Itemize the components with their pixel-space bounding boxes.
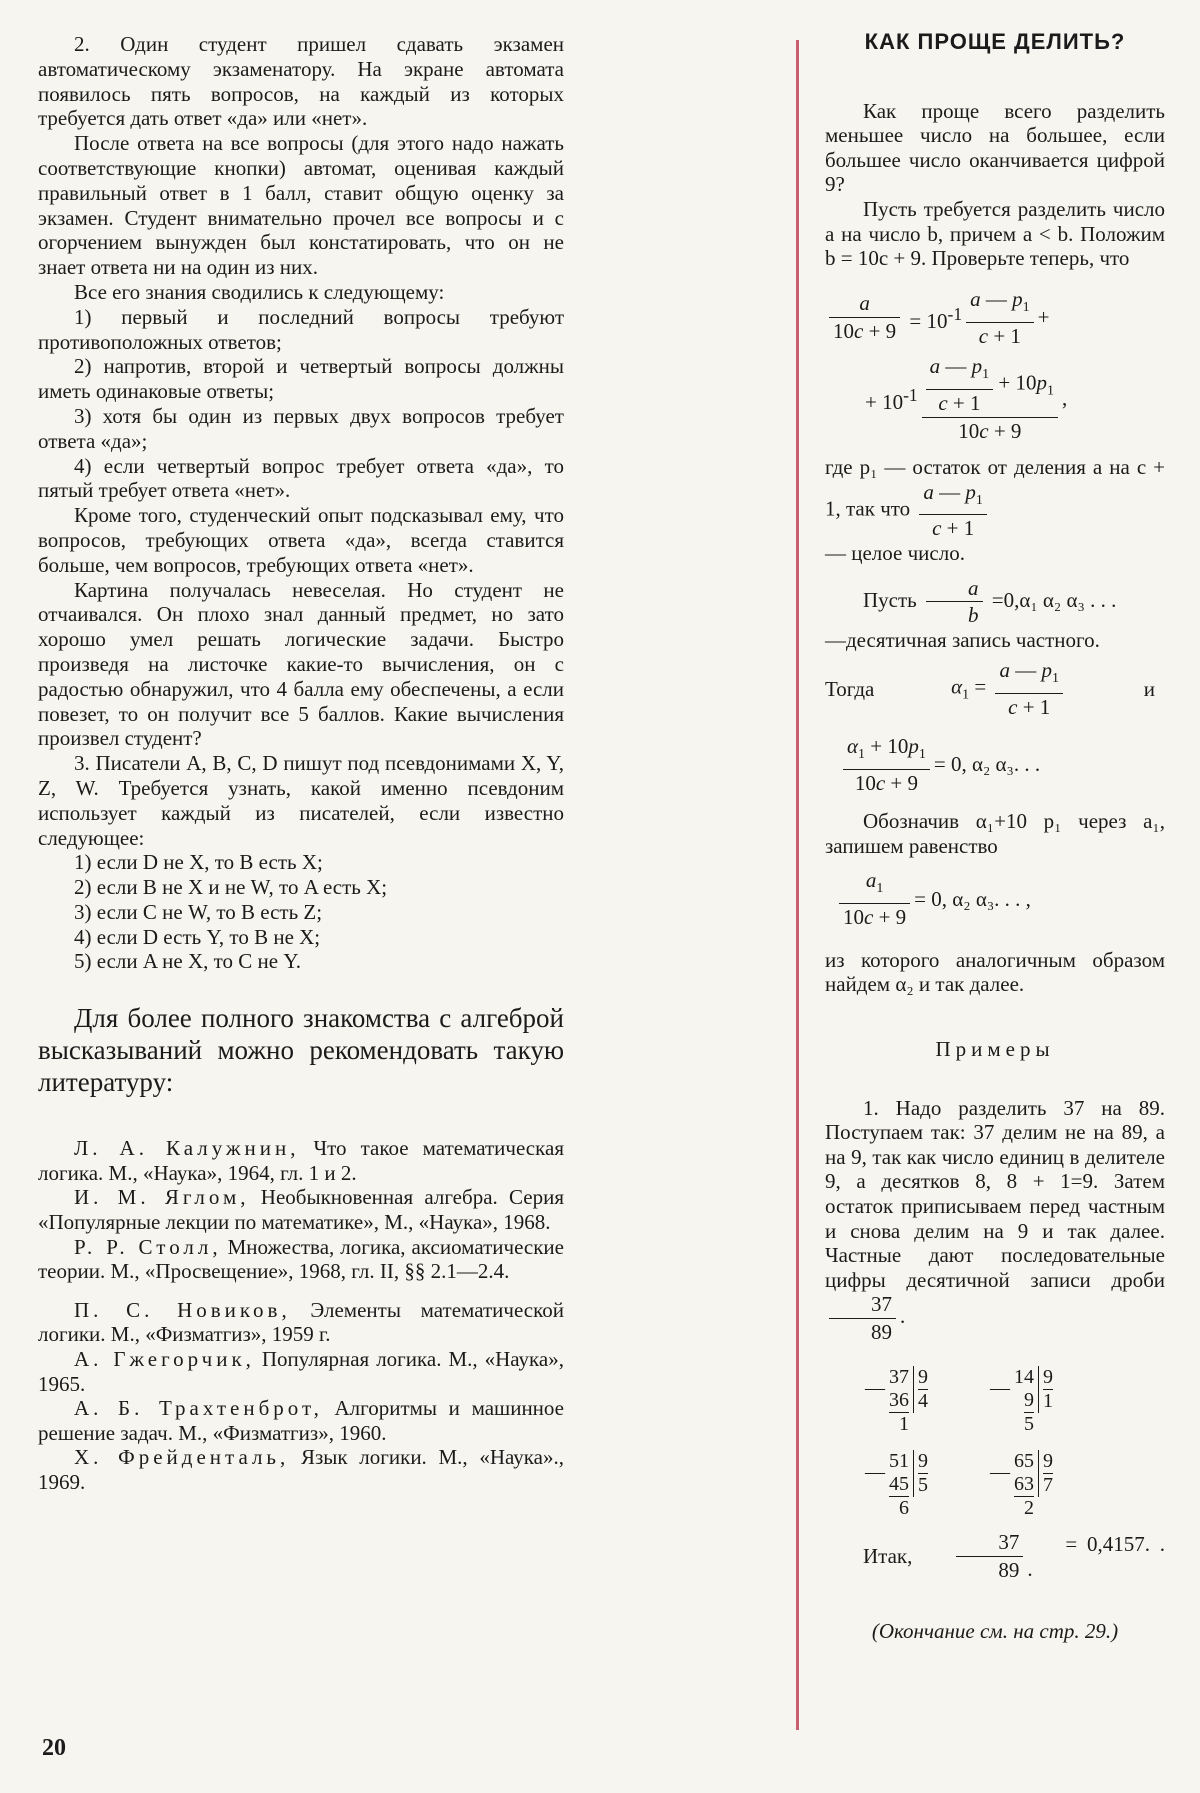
literature-title: Что такое математическая логика. М., «Наука», 1964, гл. 1 и 2. (38, 1136, 564, 1185)
division-step: — 65 63 2 9 7 (990, 1450, 1053, 1520)
problem2-para-2: После ответа на все вопросы (для этого надо нажать соответствующие кнопки) автомат, оценивая каждый правильный ответ в 1 балл, ставит общую оценку за экзамен. Студент внимательно прочел все вопросы и с огорчением вынужден был констатировать, что он не знает ответа ни на один из них. (38, 131, 564, 280)
literature-entry (38, 1347, 564, 1396)
problem3-condition: 2) если B не X и не W, то A есть X; (74, 875, 388, 900)
decimal-line: Пусть $\frac{a}{b}$ =0,α₁ α₂ α₃ . . . (863, 575, 1117, 628)
alpha-formula-tail: = 0, α₂ α₃. . . (933, 752, 1041, 777)
result-value: = 0,4157. . . (1027, 1531, 1165, 1581)
literature-title: Популярная логика. М., «Наука», 1965. (38, 1347, 564, 1396)
a1-formula: $\frac{a_1}{10c + 9}$ = 0, α₂ α₃. . . , (835, 868, 1165, 929)
literature-title: Алгоритмы и машинное решение задач. М., «Физматгиз», 1960. (38, 1396, 565, 1445)
literature-title: Необыкновенная алгебра. Серия «Популярные лекции по математике», М., «Наука», 1968. (38, 1185, 565, 1235)
then-line: Тогда $\alpha_1$ = $\frac{a — p_1}{c + 1}$ и (825, 658, 1155, 720)
problem2-para-1: 2. Один студент пришел сдавать экзамен автоматическому экзаменатору. На экране автомата появилось пять вопросов, на каждый из которых требуется дать ответ «да» или «нет». (38, 32, 564, 131)
literature-title: Элементы математической логики. М., «Физматгиз», 1959 г. (38, 1297, 564, 1347)
problem2-para-4: Кроме того, студенческий опыт подсказывал ему, что вопросов, требующих ответа «да», всегда ставится больше, чем вопросов, требующих ответа «нет». (38, 503, 564, 577)
let-label: Пусть (863, 587, 917, 612)
literature-author: А. Гжегорчик, (74, 1347, 255, 1372)
literature-list (38, 1136, 564, 1494)
problem2-para-3: Все его знания сводились к следующему: (74, 279, 445, 304)
problem3-condition: 4) если D есть Y, то B не X; (74, 924, 321, 949)
problem3-intro: 3. Писатели A, B, C, D пишут под псевдонимами X, Y, Z, W. Требуется узнать, какой именно псевдоним использует каждый из писателей, если известно следующее: (38, 751, 564, 850)
literature-author: Л. А. Калужнин, (74, 1136, 300, 1161)
literature-author: И. М. Яглом, (74, 1185, 250, 1210)
long-division-steps (865, 1366, 1115, 1520)
problem2-condition-4: 4) если четвертый вопрос требует ответа «да», то пятый требует ответа «нет». (38, 453, 564, 503)
a1-formula-tail: = 0, α₂ α₃. . . , (914, 886, 1031, 911)
integer-text: — целое число. (825, 541, 965, 566)
literature-entry (38, 1235, 564, 1284)
literature-entry (38, 1185, 564, 1234)
problem2-condition-1: 1) первый и последний вопросы требуют противоположных ответов; (38, 304, 564, 354)
literature-title: Множества, логика, аксиоматические теории. М., «Просвещение», 1968, гл. II, §§ 2.1—2.4. (38, 1234, 564, 1284)
problem3-condition: 1) если D не X, то B есть X; (74, 850, 323, 875)
decimal-expansion: =0,α₁ α₂ α₃ . . . (991, 587, 1117, 612)
left-column (38, 32, 564, 1495)
problem3-conditions (38, 850, 564, 974)
then-label: Тогда (825, 676, 875, 701)
problem3-condition: 3) если C не W, то B есть Z; (74, 899, 323, 924)
literature-entry (38, 1396, 564, 1445)
column-divider-line (796, 40, 799, 1730)
article-title: КАК ПРОЩЕ ДЕЛИТЬ? (864, 29, 1126, 54)
decimal-note: —десятичная запись частного. (825, 627, 1100, 652)
continuation-note: (Окончание см. на стр. 29.) (871, 1618, 1119, 1643)
literature-author: П. С. Новиков, (74, 1297, 291, 1322)
where-label: где p₁ — остаток от деления a на c + 1, так что (825, 455, 1165, 521)
literature-heading: Для более полного знакомства с алгеброй высказываний можно рекомендовать такую литературу: (38, 1003, 564, 1098)
division-step: — 37 36 1 9 4 (865, 1366, 928, 1436)
literature-entry (38, 1136, 564, 1185)
right-column (825, 30, 1165, 1643)
denote-text: Обозначив α₁+10 p₁ через a₁, запишем равенство (825, 809, 1165, 858)
example-1-body: 1. Надо разделить 37 на 89. Поступаем так: 37 делим не на 89, а на 9, так как число единиц в делителе 9, а десятков 8, 8 + 1=9. Затем остаток приписываем перед частным и снова делим на 9 и так далее. Частные дают последовательные цифры десятичной записи дроби (825, 1095, 1165, 1292)
analog-text: из которого аналогичным образом найдем α₂ и так далее. (825, 947, 1165, 997)
main-formula: $\frac{a}{10c + 9}$ = $10^{-1}$ $\frac{a — p_1}{c + 1}$ + + $10^{-1}$ $\frac{a — p_1}{c + 1}$ + $10p_1$ 10c + 9 , (825, 287, 1165, 443)
problem2-condition-2: 2) напротив, второй и четвертый вопросы должны иметь одинаковые ответы; (38, 354, 564, 404)
division-step: — 14 9 5 9 1 (990, 1366, 1053, 1436)
article-para-2: Пусть требуется разделить число a на число b, причем a < b. Положим b = 10c + 9. Проверьте теперь, что (825, 196, 1165, 271)
literature-author: Х. Фрейденталь, (74, 1445, 290, 1470)
result-label: Итак, (863, 1544, 913, 1569)
result-line: Итак, $\frac{37}{89}$ = 0,4157. . . (825, 1530, 1165, 1582)
alpha-formula: $\frac{\alpha_1 + 10p_1}{10c + 9}$ = 0, α₂ α₃. . . (839, 734, 1165, 795)
problem3-condition: 5) если A не X, то C не Y. (74, 949, 302, 974)
literature-author: Р. Р. Столл, (74, 1234, 222, 1259)
page-number: 20 (42, 1735, 66, 1761)
where-text: где p₁ — остаток от деления a на c + 1, так что $\frac{a — p_1}{c + 1}$ (825, 455, 1165, 541)
literature-entry (38, 1298, 564, 1347)
article-para-1: Как проще всего разделить меньшее число на большее, если большее число оканчивается цифрой 9? (825, 98, 1165, 197)
and-label: и (1143, 676, 1155, 701)
literature-author: А. Б. Трахтенброт, (74, 1396, 323, 1421)
problem2-condition-3: 3) хотя бы один из первых двух вопросов требует ответа «да»; (38, 403, 564, 453)
division-step: — 51 45 6 9 5 (865, 1450, 928, 1520)
examples-heading: Примеры (935, 1036, 1055, 1061)
problem2-para-5: Картина получалась невеселая. Но студент не отчаивался. Он плохо знал данный предмет, но зато хорошо умел решать логические задачи. Быстро произведя на листочке какие-то вычисления, он с радостью обнаружил, что 4 балла ему обеспечены, а если повезет, то он получит все 5 баллов. Какие вычисления произвел студент? (38, 577, 564, 751)
literature-entry (38, 1445, 564, 1494)
literature-title: Язык логики. М., «Наука»., 1969. (38, 1445, 564, 1494)
example-1-text: 1. Надо разделить 37 на 89. Поступаем так: 37 делим не на 89, а на 9, так как число единиц в делителе 9, а десятков 8, 8 + 1=9. Затем остаток приписываем перед частным и снова делим на 9 и так далее. Частные дают последовательные цифры десятичной записи дроби $\frac{37}{89}$ . (825, 1095, 1165, 1344)
